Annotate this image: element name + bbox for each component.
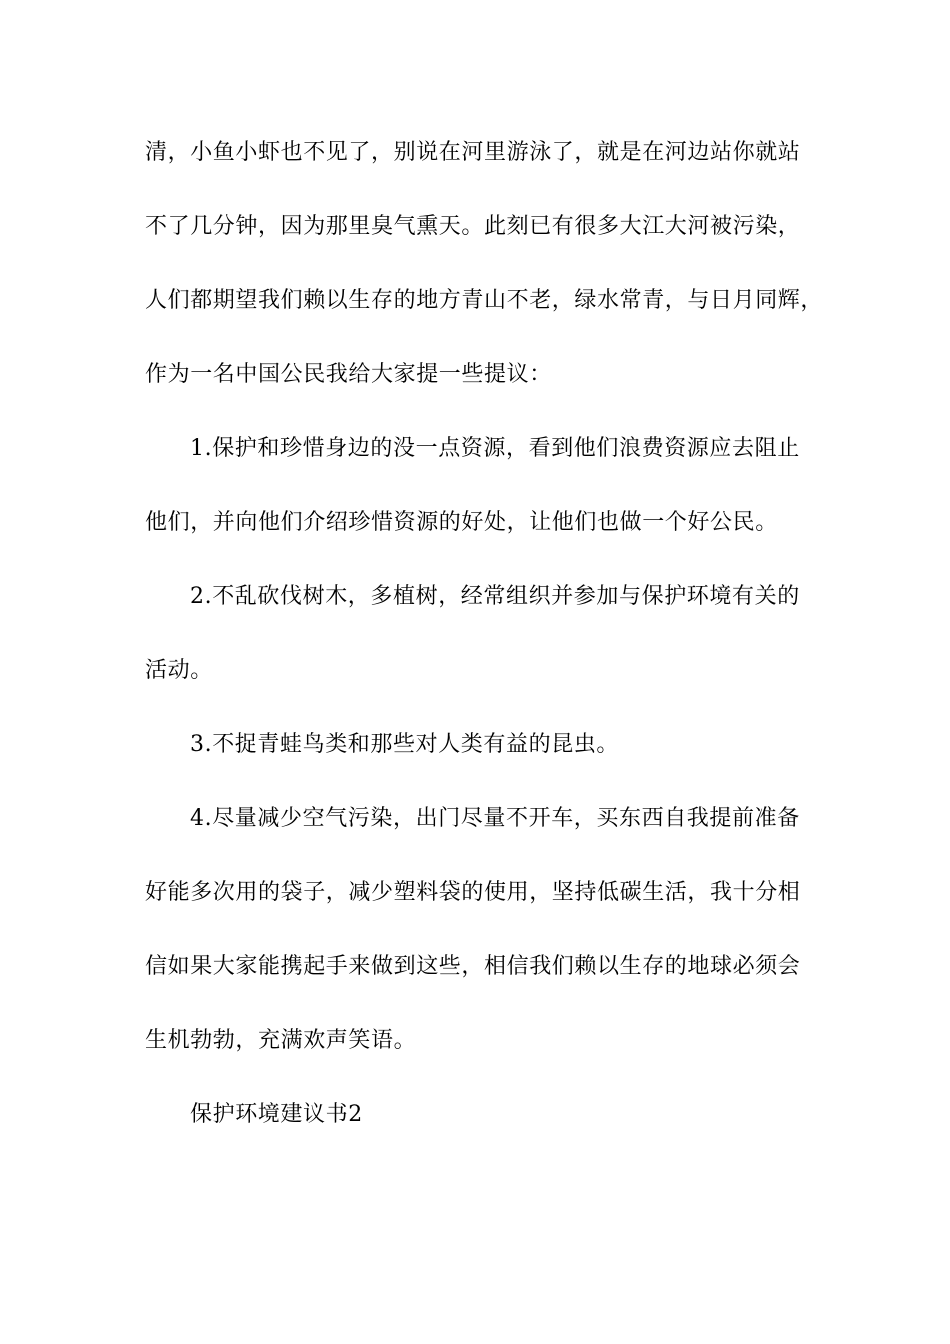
- text-line: 好能多次用的袋子，减少塑料袋的使用，坚持低碳生活，我十分相: [145, 880, 801, 905]
- list-item-3: 3.不捉青蛙鸟类和那些对人类有益的昆虫。: [190, 732, 619, 757]
- list-item-2: 2.不乱砍伐树木，多植树，经常组织并参加与保护环境有关的: [190, 584, 800, 609]
- text-line: 作为一名中国公民我给大家提一些提议：: [145, 362, 552, 387]
- section-heading: 保护环境建议书2: [190, 1102, 363, 1127]
- text-line: 活动。: [145, 658, 213, 683]
- text-line: 清，小鱼小虾也不见了，别说在河里游泳了，就是在河边站你就站: [145, 140, 801, 165]
- text-line: 他们，并向他们介绍珍惜资源的好处，让他们也做一个好公民。: [145, 510, 778, 535]
- text-line: 不了几分钟，因为那里臭气熏天。此刻已有很多大江大河被污染，: [145, 214, 801, 239]
- text-line: 信如果大家能携起手来做到这些，相信我们赖以生存的地球必须会: [145, 954, 801, 979]
- text-line: 人们都期望我们赖以生存的地方青山不老，绿水常青，与日月同辉，: [145, 288, 824, 313]
- list-item-1: 1.保护和珍惜身边的没一点资源，看到他们浪费资源应去阻止: [190, 436, 800, 461]
- text-line: 生机勃勃，充满欢声笑语。: [145, 1028, 417, 1053]
- list-item-4: 4.尽量减少空气污染，出门尽量不开车，买东西自我提前准备: [190, 806, 800, 831]
